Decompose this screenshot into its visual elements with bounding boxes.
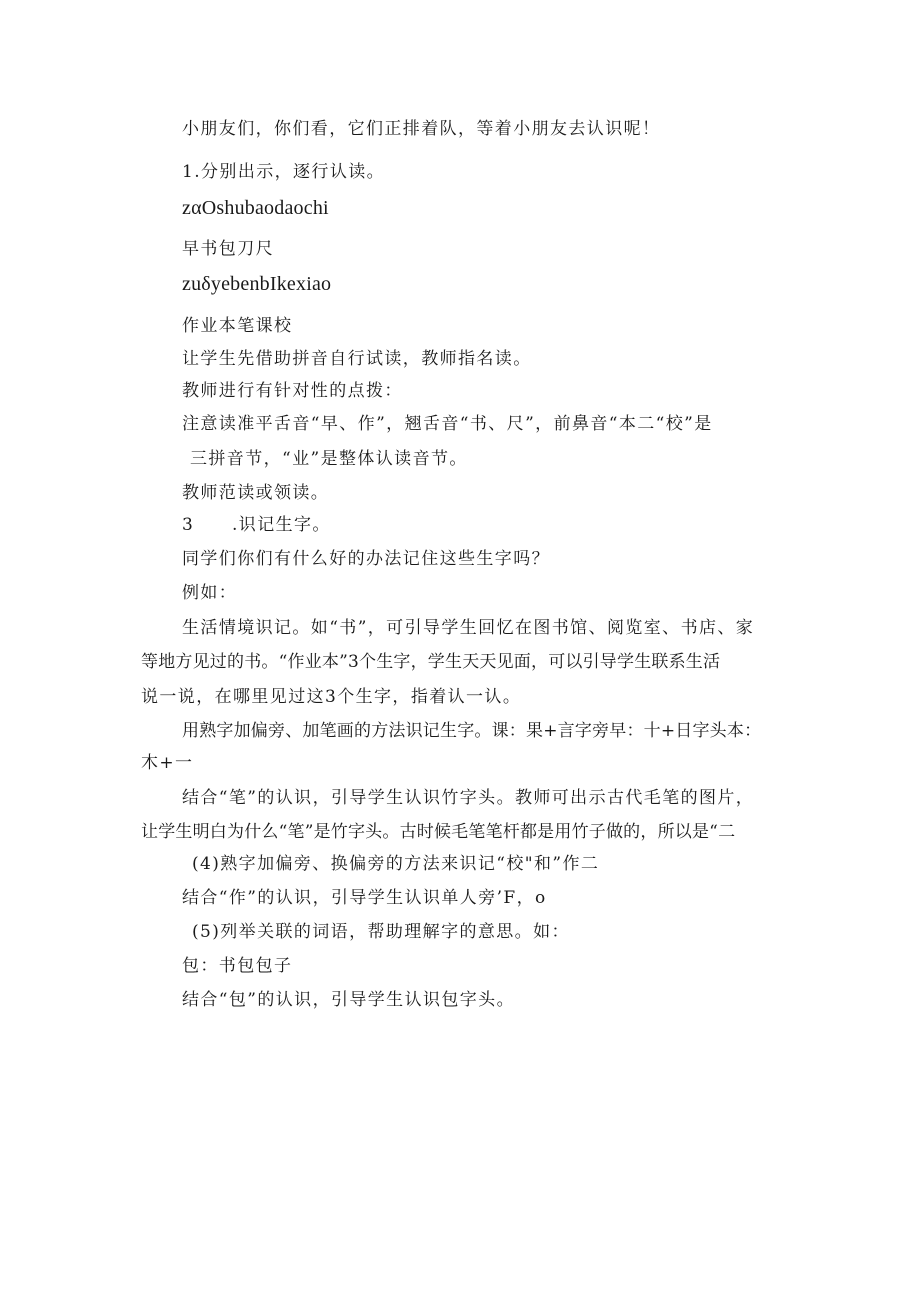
pinyin-row-2: zuδyebenbIkexiao xyxy=(182,273,332,295)
intro-line: 小朋友们，你们看，它们正排着队，等着小朋友去认识呢！ xyxy=(182,119,661,139)
hanzi-row-2: 作业本笔课校 xyxy=(182,316,293,336)
paragraph-line: 等地方见过的书。“作业本”3个生字，学生天天见面，可以引导学生联系生活 xyxy=(141,652,721,672)
step-1-heading: 1.分别出示，逐行认读。 xyxy=(182,162,386,182)
hanzi-row-1: 早书包刀尺 xyxy=(182,239,274,259)
paragraph-line: 教师进行有针对性的点拨： xyxy=(182,381,403,401)
paragraph-line: 用熟字加偏旁、加笔画的方法识记生字。课：果+言字旁早：十+日字头本： xyxy=(182,721,762,741)
paragraph-line: 结合“作”的认识，引导学生认识单人旁’F，o xyxy=(182,888,547,908)
paragraph-line: 生活情境识记。如“书”，可引导学生回忆在图书馆、阅览室、书店、家 xyxy=(182,618,755,638)
paragraph-line: 结合“包”的认识，引导学生认识包字头。 xyxy=(182,990,515,1010)
paragraph-line: 说一说，在哪里见过这3个生字，指着认一认。 xyxy=(141,687,522,707)
item-4-line: (4)熟字加偏旁、换偏旁的方法来识记“校"和”作二 xyxy=(192,854,600,874)
paragraph-line: 木+一 xyxy=(141,753,194,773)
paragraph-line: 包：书包包子 xyxy=(182,956,293,976)
step-3-number: 3 xyxy=(182,515,195,535)
paragraph-line: 三拼音节，“业”是整体认读音节。 xyxy=(190,449,468,469)
item-5-line: (5)列举关联的词语，帮助理解字的意思。如： xyxy=(192,922,570,942)
paragraph-line: 让学生先借助拼音自行试读，教师指名读。 xyxy=(182,349,532,369)
paragraph-line: 注意读准平舌音“早、作”，翘舌音“书、尺”，前鼻音“本二“校”是 xyxy=(182,414,713,434)
paragraph-line: 同学们你们有什么好的办法记住这些生字吗？ xyxy=(182,549,550,569)
step-3-heading: .识记生字。 xyxy=(232,515,331,535)
paragraph-line: 例如： xyxy=(182,583,238,603)
pinyin-row-1: zαOshubaodaochi xyxy=(182,197,329,219)
paragraph-line: 教师范读或领读。 xyxy=(182,483,330,503)
paragraph-line: 让学生明白为什么“笔”是竹字头。古时候毛笔笔杆都是用竹子做的，所以是“二 xyxy=(141,822,736,842)
paragraph-line: 结合“笔”的认识，引导学生认识竹字头。教师可出示古代毛笔的图片， xyxy=(182,788,755,808)
